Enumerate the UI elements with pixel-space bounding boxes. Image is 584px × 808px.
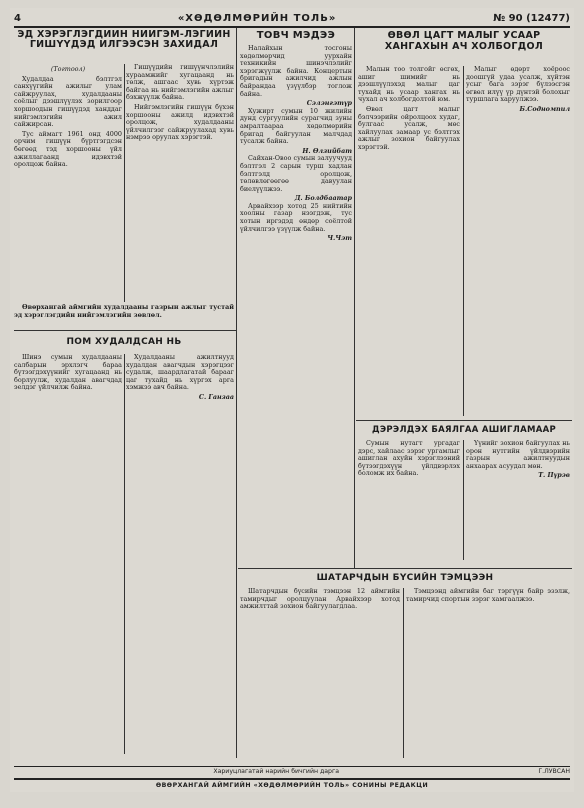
article2-headline: ТОВЧ МЭДЭЭ: [256, 30, 336, 41]
column-rule: [354, 28, 355, 568]
article3-col2: [466, 66, 570, 416]
column-rule: [463, 440, 464, 560]
article1-paragraph: Нийгэмлэгийн гишүүн бүхэн хоршооны ажилд идэвхтэй оролцож, худалдааны үйлчилгээг сайжруулахад хувь нэмрээ оруулах хэрэгтэй.: [126, 102, 234, 142]
column-rule: [124, 354, 125, 754]
article2: [240, 30, 352, 560]
issue-number: № 90 (12477): [493, 12, 570, 24]
article3-paragraph: Малыг өдөрт хоёроос доошгүй удаа усалж, хүйтэн усыг бага зэрэг бүлээсгэн өгвөл илүү үр дүнтэй болохыг туршлага харуулжээ.: [466, 66, 570, 104]
column-rule: [403, 588, 404, 758]
article4-paragraph: Шинэ сумын худалдааны салбарын эрхлэгч бараа бүтээгдэхүүнийг хугацаанд нь борлуулж, худалдан авагчдад эелдэг үйлчилж байна.: [14, 354, 122, 392]
article5-paragraph: Үүнийг зохион байгуулах нь орон нутгийн үйлдвэрийн газрын ажилтнуудын анхаарах асуудал мөн.: [466, 440, 570, 470]
article3-headline: ӨВӨЛ ЦАГТ МАЛЫГ УСААР ХАНГАХЫН АЧ ХОЛБОГДОЛ: [384, 30, 544, 52]
article3-author: Б.Содномпил: [519, 104, 570, 113]
news-item: Арвайхээр хотод 25 нийтийн хоолны газар нээгдэж, тус хотын иргэдэд өндөр соёлтой үйлчилгээ үзүүлж байна.: [240, 201, 352, 233]
news-author: Ч.Чэт: [327, 234, 352, 243]
section-rule: [238, 568, 572, 569]
article4-paragraph: Худалдааны ажилтнууд худалдан авагчдын хэрэгцээг судалж, шаардлагатай барааг цаг тухайд нь хүргэх арга хэмжээ авч байна.: [126, 354, 234, 392]
article1-headline: ЭД ХЭРЭГЛЭГДИЙН НИЙГЭМ-ЛЭГИЙН ГИШҮҮДЭД ИЛГЭЭСЭН ЗАХИДАЛ: [17, 30, 231, 50]
article5-headline: ДЭРЭЛДЭХ БАЯЛГАА АШИГЛАМААР: [371, 425, 557, 435]
article6-col2: [406, 588, 570, 758]
news-author: Сэлэнгэтүр: [306, 99, 352, 108]
page-number: 4: [14, 12, 21, 24]
article1-closing: [14, 304, 234, 326]
footer-editor-title: Хариуцлагатай нарийн бичгийн дарга: [213, 768, 340, 775]
article5-headline-box: [358, 424, 570, 438]
article1-paragraph: Тус аймагт 1961 онд 4000 орчим гишүүн бүртгэгдсэн бөгөөд тэд хоршооны үйл ажиллагаанд идэвхтэй оролцож байна.: [14, 129, 122, 169]
article1-headline-box: [14, 30, 234, 62]
newspaper-page: [10, 8, 574, 792]
news-author: Д. Болдбаатар: [294, 194, 352, 203]
article3-headline-box: [358, 30, 570, 64]
footer-editor-name: Г.ЛУВСАН: [538, 768, 570, 775]
column-rule: [236, 338, 237, 758]
footer-publisher: ӨВӨРХАНГАЙ АЙМГИЙН «ХӨДӨЛМӨРИЙН ТОЛЬ» СОНИНЫ РЕДАКЦИ: [14, 778, 570, 789]
article3-paragraph: Өвөл цагт малыг бэлчээрийн ойролцоох худаг, булгаас усалж, мөс хайлуулах замаар ус бэлтгэх ажлыг зохион байгуулах хэрэгтэй.: [358, 104, 460, 151]
article5-col2: [466, 440, 570, 560]
article1-paragraph: Гишүүдийн гишүүнчлэлийн хураамжийг хугацаанд нь төлж, ашгаас хувь хүртэж байгаа нь нийгэмлэгийн ажлыг бэхжүүлж байна.: [126, 64, 234, 102]
article4-col2: [126, 354, 234, 754]
article4-headline-box: [14, 336, 234, 350]
column-rule: [463, 66, 464, 416]
article5-paragraph: Сумын нутагт ургадаг дэрс, хайлаас зэрэг ургамлыг ашиглан ахуйн хэрэглээний бүтээгдэхүүн үйлдвэрлэх боломж их байна.: [358, 440, 460, 478]
page-footer: [14, 766, 570, 790]
newspaper-title: «ХӨДӨЛМӨРИЙН ТОЛЬ»: [177, 12, 337, 24]
article5-col1: [358, 440, 460, 560]
news-item: Сайхан-Овоо сумын залуучууд бэлтгэл 2 сарын турш хадлан бэлтгэлд оролцож, төлөвлөгөөгөө давуулан биелүүлжээ.: [240, 154, 352, 193]
article1-col2: [126, 64, 234, 302]
column-rule: [124, 64, 125, 302]
news-item: Налайхын тосгоны хөдөлмөрчид уурхайн техникийн шинэчлэлийг хэрэгжүүлж байна. Концертын бригадын ажилчид ажлын байрандаа үзүүлбэр тоглож байна.: [240, 44, 352, 98]
article1-paragraph: Худалдаа бэлтгэл санхүүгийн ажилыг улам сайжруулах, худалдааны соёлыг дээшлүүлэх зорилгоор хоршоодын гишүүдэд ханддаг нийгэмлэгийн ажил сайжирсан.: [14, 74, 122, 129]
article4-col1: [14, 354, 122, 754]
section-rule: [356, 420, 572, 421]
article1-dateline: (Тогтоол): [50, 65, 86, 73]
article6-col1: [240, 588, 400, 758]
article1-closing-text: Өвөрхангай аймгийн худалдааны газрын ажлыг тустай эд хэрэглэгдийн нийгэмлэгийн зөвлөл.: [14, 304, 234, 319]
section-rule: [14, 330, 236, 331]
article6-headline-box: [240, 572, 570, 586]
masthead: [14, 10, 570, 28]
news-item: Хужирт сумын 10 жилийн дунд сургуулийн сурагчид зуны амралтаараа хөдөлмөрийн бригад байгуулан малчдад тусалж байна.: [240, 106, 352, 146]
article3-paragraph: Малын тоо толгойг өсгөх, ашиг шимийг нь дээшлүүлэхэд малыг цаг тухайд нь усаар хангах нь чухал ач холбогдолтой юм.: [358, 66, 460, 104]
article4-author: С. Ганзаа: [198, 392, 234, 401]
column-rule: [236, 28, 237, 348]
article6-paragraph: Тэмцээнд аймгийн баг тэргүүн байр эзэлж, тамирчид спортын зэрэг хамгаалжээ.: [406, 588, 570, 603]
article1-col1: [14, 64, 122, 302]
article6-paragraph: Шатарчдын бүсийн тэмцээн 12 аймгийн тамирчдыг оролцуулан Арвайхээр хотод амжилттай зохион байгуулагдлаа.: [240, 588, 400, 611]
article3-col1: [358, 66, 460, 416]
article5-author: Т. Пүрэв: [538, 471, 570, 480]
news-author: Н. Өлзийбат: [302, 146, 352, 155]
article6-headline: ШАТАРЧДЫН БҮСИЙН ТЭМЦЭЭН: [316, 573, 494, 583]
article4-headline: ПОМ ХУДАЛДСАН НЬ: [66, 337, 182, 347]
